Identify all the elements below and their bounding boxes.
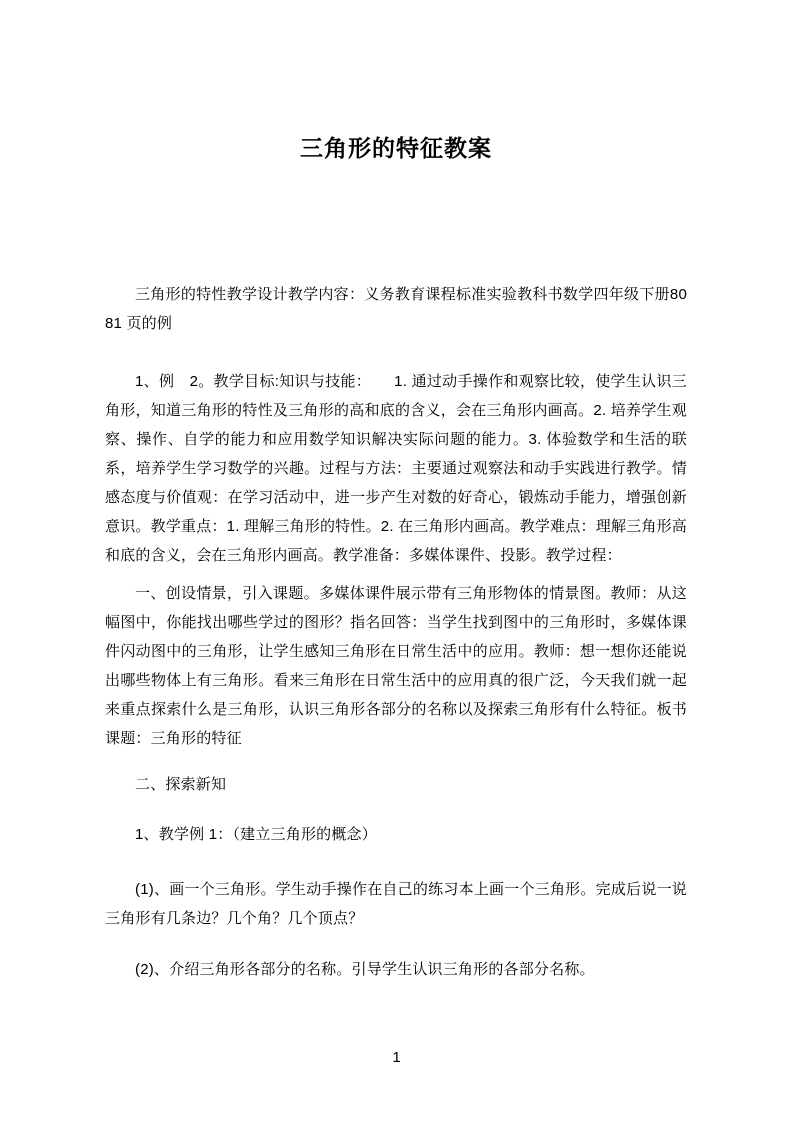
document-body: [105, 133, 687, 984]
document-title: 三角形的特征教案: [300, 135, 492, 161]
example-1-heading: 1、教学例 1：（建立三角形的概念）: [135, 826, 377, 843]
section-2-heading: 二、探索新知: [135, 776, 227, 793]
step-1-paragraph: (1)、画一个三角形。学生动手操作在自己的练习本上画一个三角形。完成后说一说三角形有几条边？几个角？几个顶点？: [105, 881, 687, 927]
teaching-objectives-paragraph: 1、例 2。教学目标:知识与技能： 1. 通过动手操作和观察比较，使学生认识三角形，知道三角形的特性及三角形的高和底的含义，会在三角形内画高。2. 培养学生观察、操作、自学的能力和应用数学知识解决实际问题的能力。3. 体验数学和生活的联系，培养学生学习数学的兴趣。过程与方法：主要通过观察法和动手实践进行教学。情感态度与价值观：在学习活动中，进一步产生对数的好奇心，锻炼动手能力，增强创新意识。教学重点：1. 理解三角形的特性。2. 在三角形内画高。教学难点：理解三角形高和底的含义，会在三角形内画高。教学准备：多媒体课件、投影。教学过程：: [105, 373, 687, 564]
page-number: 1: [392, 1049, 401, 1066]
step-2-paragraph: (2)、介绍三角形各部分的名称。引导学生认识三角形的各部分名称。: [135, 961, 595, 978]
content-intro-paragraph: 三角形的特性教学设计教学内容：义务教育课程标准实验教科书数学四年级下册8081 页的例: [105, 286, 687, 332]
section-1-intro-paragraph: 一、创设情景，引入课题。多媒体课件展示带有三角形物体的情景图。教师：从这幅图中，你能找出哪些学过的图形？指名回答：当学生找到图中的三角形时，多媒体课件闪动图中的三角形，让学生感知三角形在日常生活中的应用。教师：想一想你还能说出哪些物体上有三角形。看来三角形在日常生活中的应用真的很广泛，今天我们就一起来重点探索什么是三角形，认识三角形各部分的名称以及探索三角形有什么特征。板书课题：三角形的特征: [105, 585, 687, 747]
